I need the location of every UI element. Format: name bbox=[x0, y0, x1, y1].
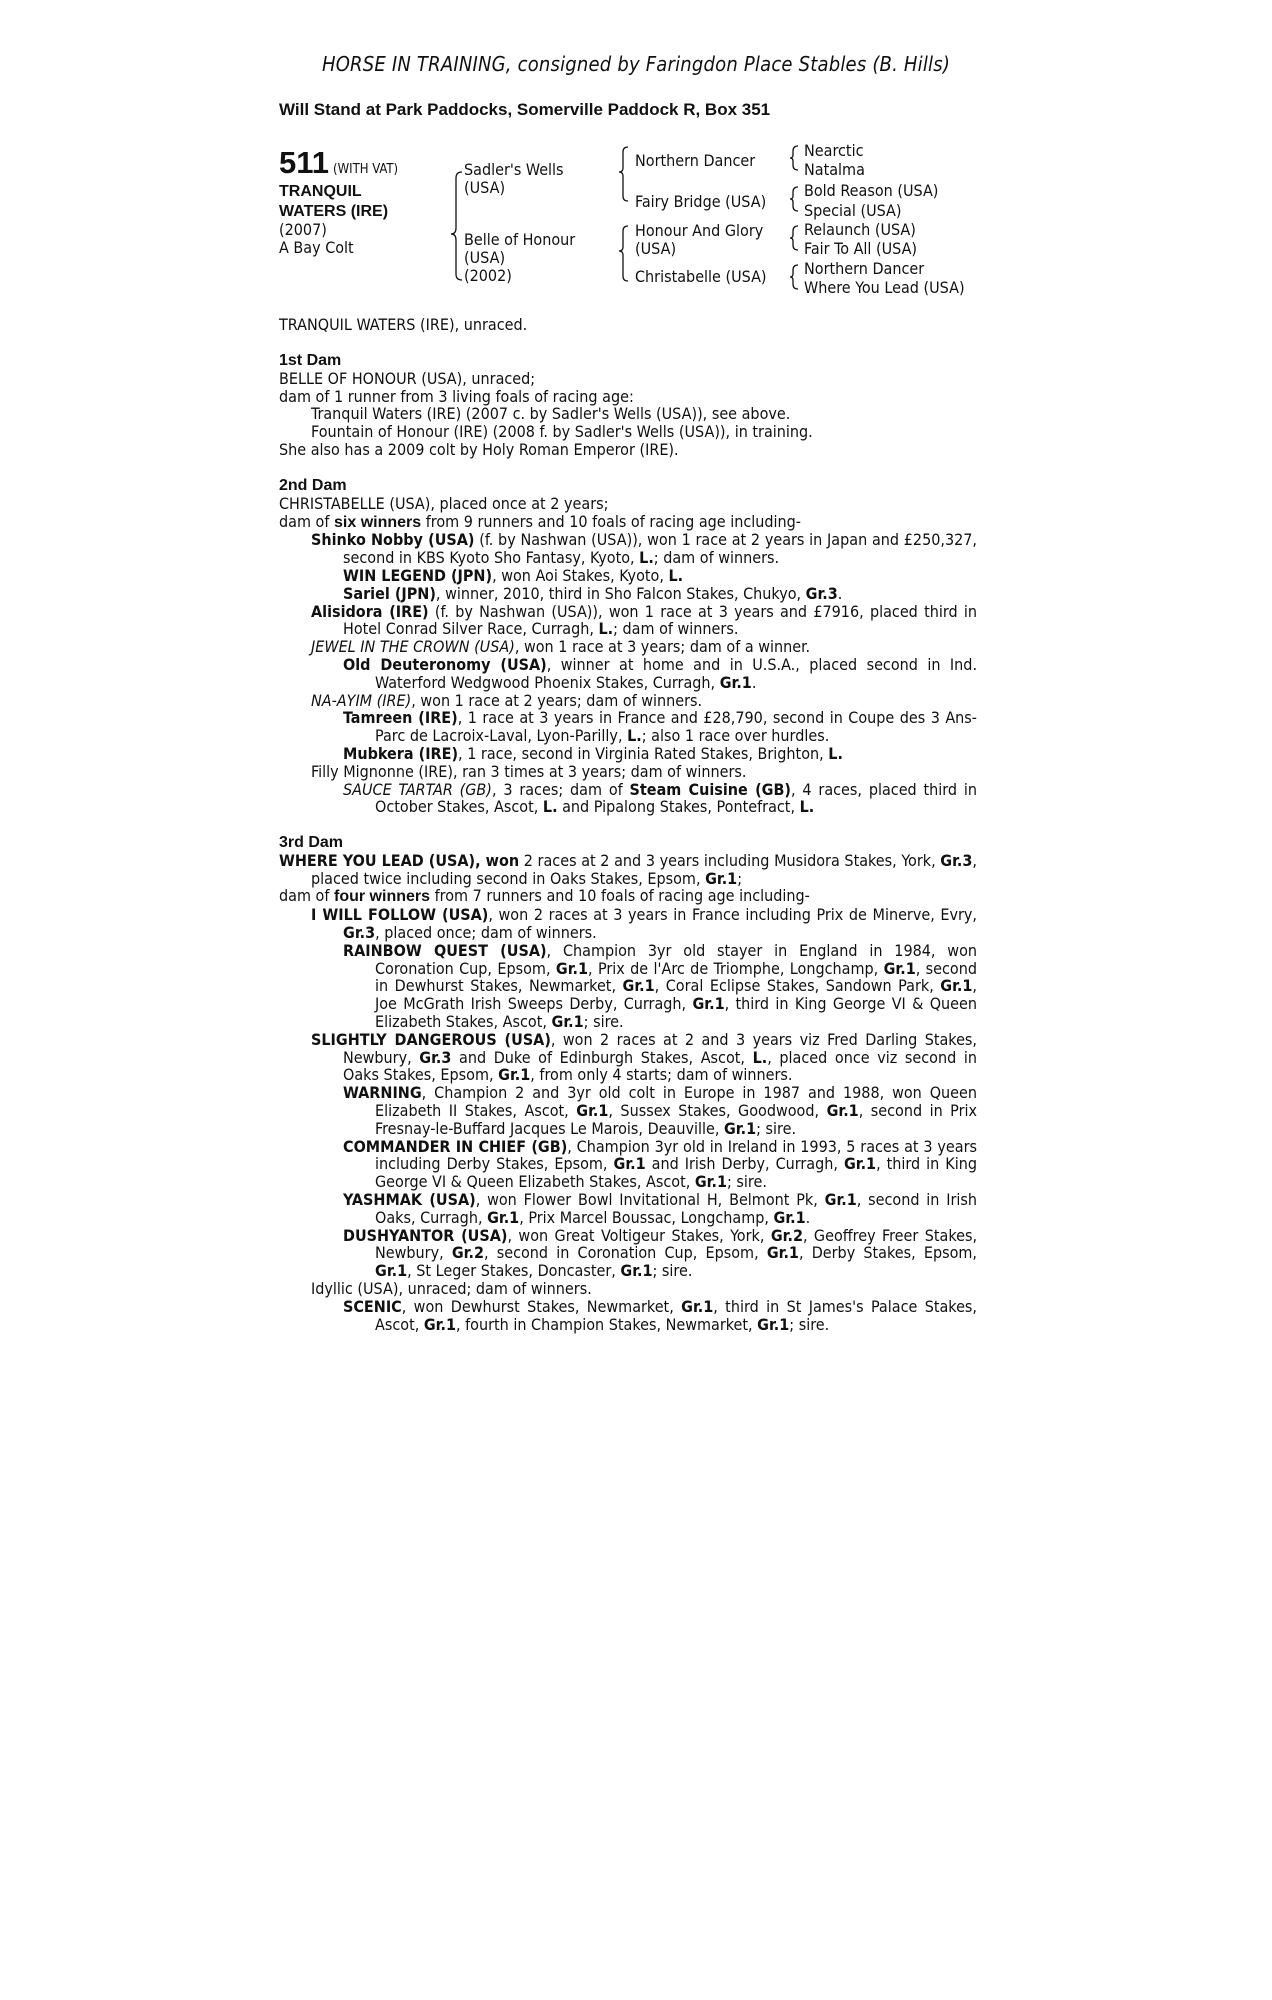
grade-mark: Gr.1 bbox=[843, 1154, 877, 1174]
text: , St Leger Stakes, Doncaster, bbox=[407, 1261, 621, 1281]
pedigree-g6: Fair To All (USA) bbox=[804, 239, 918, 258]
text: , Champion 3yr old in Ireland in 1993, 5 races at 3 years including Derby Stakes, Epsom, bbox=[375, 1136, 977, 1174]
entry-tamreen bbox=[279, 709, 977, 745]
page-header: HORSE IN TRAINING, consigned by Faringdon Place Stables (B. Hills) bbox=[321, 52, 951, 76]
text: , won 2 races at 2 and 3 years viz Fred Darling Stakes, Newbury, bbox=[343, 1029, 977, 1067]
second-dam-section bbox=[279, 477, 977, 816]
entry-filly-mignonne: Filly Mignonne (IRE), ran 3 times at 3 years; dam of winners. bbox=[311, 761, 747, 781]
text: , 1 race, second in Virginia Rated Stakes, Brighton, bbox=[458, 743, 829, 763]
pedigree-sire-dam: Fairy Bridge (USA) bbox=[635, 192, 767, 211]
horse-name: Old Deuteronomy (USA) bbox=[343, 654, 547, 674]
stand-location: Will Stand at Park Paddocks, Somerville Paddock R, Box 351 bbox=[279, 100, 771, 119]
pedigree-dam bbox=[464, 231, 575, 285]
first-dam-line1: BELLE OF HONOUR (USA), unraced; bbox=[279, 368, 536, 388]
grade-mark: Gr.2 bbox=[451, 1243, 484, 1263]
horse-name: SCENIC bbox=[343, 1296, 402, 1316]
text: , won Flower Bowl Invitational H, Belmont Pk, bbox=[475, 1189, 825, 1209]
horse-name: WIN LEGEND (JPN) bbox=[343, 565, 493, 585]
horse-name: NA-AYIM (IRE) bbox=[311, 690, 412, 710]
entry-mubkera bbox=[279, 745, 977, 763]
horse-name: Steam Cuisine (GB) bbox=[629, 779, 792, 799]
pedigree-sire-sire: Northern Dancer bbox=[635, 151, 756, 170]
entry-alisidora bbox=[279, 603, 977, 639]
grade-mark: Gr.1 bbox=[555, 958, 589, 978]
horse-name: SLIGHTLY DANGEROUS (USA) bbox=[311, 1029, 551, 1049]
text: (f. by Nashwan (USA)), won 1 race at 2 years in Japan and £250,327, second in KBS Kyoto Sho Fantasy, Kyoto, bbox=[343, 530, 978, 568]
first-dam-line3: Tranquil Waters (IRE) (2007 c. by Sadler's Wells (USA)), see above. bbox=[311, 404, 791, 424]
sire-line1: Sadler's Wells bbox=[464, 160, 564, 179]
first-dam-heading: 1st Dam bbox=[279, 352, 342, 369]
entry-na-ayim bbox=[279, 692, 977, 710]
entry-win-legend bbox=[279, 567, 977, 585]
text: , Prix de l'Arc de Triomphe, Longchamp, bbox=[588, 958, 884, 978]
grade-mark: Gr.1 bbox=[940, 976, 973, 996]
horse-name: WHERE YOU LEAD (USA), won bbox=[279, 850, 520, 870]
listed-mark: L. bbox=[752, 1047, 768, 1067]
text: , won 1 race at 2 years; dam of winners. bbox=[411, 690, 703, 710]
grade-mark: Gr.1 bbox=[576, 1100, 609, 1120]
brace-g2 bbox=[790, 187, 798, 211]
second-dam-heading: 2nd Dam bbox=[279, 477, 347, 494]
grade-mark: Gr.1 bbox=[705, 868, 738, 888]
horse-name: WARNING bbox=[343, 1083, 422, 1103]
second-dam-line2 bbox=[279, 513, 977, 532]
horse-name: SAUCE TARTAR (GB) bbox=[343, 779, 492, 799]
text: ; sire. bbox=[789, 1314, 830, 1334]
listed-mark: L. bbox=[828, 743, 843, 763]
second-dam-line1: CHRISTABELLE (USA), placed once at 2 years; bbox=[279, 493, 609, 513]
brace-main bbox=[451, 172, 462, 280]
text: ; bbox=[737, 868, 743, 888]
grade-mark: Gr.1 bbox=[694, 1172, 727, 1192]
grade-mark: Gr.1 bbox=[423, 1314, 456, 1334]
text: and Duke of Edinburgh Stakes, Ascot, bbox=[451, 1047, 753, 1067]
text: and Irish Derby, Curragh, bbox=[645, 1154, 844, 1174]
text: , second in Prix Fresnay-le-Buffard Jacques Le Marois, Deauville, bbox=[375, 1100, 978, 1138]
sire-line2: (USA) bbox=[464, 178, 506, 197]
pedigree-g1: Nearctic bbox=[804, 141, 864, 160]
entry-shinko-nobby bbox=[279, 531, 977, 567]
text: , won Aoi Stakes, Kyoto, bbox=[492, 565, 669, 585]
text: from 9 runners and 10 foals of racing age including- bbox=[421, 511, 801, 531]
grade-mark: Gr.1 bbox=[719, 672, 752, 692]
horse-name: Sariel (JPN) bbox=[343, 583, 436, 603]
horse-name: Tamreen (IRE) bbox=[343, 708, 458, 728]
brace-g4 bbox=[790, 265, 798, 289]
text: , Joe McGrath Irish Sweeps Derby, Curragh, bbox=[375, 976, 977, 1014]
brace-sire bbox=[619, 147, 628, 201]
entry-yashmak bbox=[279, 1191, 977, 1227]
text: 2 races at 2 and 3 years including Musidora Stakes, York, bbox=[519, 850, 941, 870]
horse-name: RAINBOW QUEST (USA) bbox=[343, 940, 547, 960]
entry-commander-in-chief bbox=[279, 1138, 977, 1191]
pedigree-sire bbox=[464, 161, 564, 197]
grade-mark: Gr.1 bbox=[487, 1207, 520, 1227]
listed-mark: L. bbox=[598, 619, 614, 639]
listed-mark: L. bbox=[799, 797, 815, 817]
text: , Coral Eclipse Stakes, Sandown Park, bbox=[654, 976, 941, 996]
grade-mark: Gr.1 bbox=[883, 958, 916, 978]
vat-label: (WITH VAT) bbox=[333, 162, 399, 177]
text: , Champion 3yr old stayer in England in 1984, won Coronation Cup, Epsom, bbox=[375, 940, 978, 978]
entry-idyllic: Idyllic (USA), unraced; dam of winners. bbox=[311, 1278, 592, 1298]
text: , fourth in Champion Stakes, Newmarket, bbox=[455, 1314, 758, 1334]
horse-name-line2: WATERS (IRE) bbox=[279, 203, 389, 220]
grade-mark: Gr.3 bbox=[940, 850, 973, 870]
dam-line2: (USA) bbox=[464, 248, 506, 267]
listed-mark: L. bbox=[639, 548, 654, 568]
text: , Derby Stakes, Epsom, bbox=[798, 1243, 977, 1263]
listed-mark: L. bbox=[627, 726, 642, 746]
text: , second in Irish Oaks, Curragh, bbox=[375, 1189, 978, 1227]
text: dam of bbox=[279, 886, 334, 906]
entry-i-will-follow bbox=[279, 906, 977, 942]
pedigree-dam-dam: Christabelle (USA) bbox=[635, 267, 767, 286]
grade-mark: Gr.1 bbox=[773, 1207, 806, 1227]
text: , Champion 2 and 3yr old colt in Europe in 1987 and 1988, won Queen Elizabeth II Stakes, Ascot, bbox=[375, 1083, 977, 1120]
text: ; dam of winners. bbox=[613, 619, 739, 639]
grade-mark: Gr.3 bbox=[419, 1047, 452, 1067]
text: . bbox=[805, 1207, 811, 1227]
text: , winner at home and in U.S.A., placed second in Ind. Waterford Wedgwood Phoenix Stakes, Curragh, bbox=[375, 654, 978, 692]
text: , third in King George VI & Queen Elizabeth Stakes, Ascot, bbox=[375, 1154, 978, 1192]
text: , placed once viz second in Oaks Stakes, Epsom, bbox=[343, 1047, 977, 1085]
grade-mark: Gr.1 bbox=[826, 1100, 859, 1120]
pedigree-g3: Bold Reason (USA) bbox=[804, 181, 939, 200]
dam-sire-line2: (USA) bbox=[635, 239, 677, 258]
horse-name: Alisidora (IRE) bbox=[311, 601, 429, 621]
horse-name: I WILL FOLLOW (USA) bbox=[311, 905, 489, 925]
text: from 7 runners and 10 foals of racing age including- bbox=[430, 886, 810, 906]
entry-warning bbox=[279, 1084, 977, 1137]
grade-mark: Gr.1 bbox=[498, 1065, 531, 1085]
text: , 3 races; dam of bbox=[491, 779, 630, 799]
grade-mark: Gr.1 bbox=[622, 976, 655, 996]
text: , won 1 race at 3 years; dam of a winner. bbox=[514, 637, 811, 657]
text: , placed once; dam of winners. bbox=[375, 922, 597, 942]
grade-mark: Gr.2 bbox=[770, 1225, 803, 1245]
entry-sariel: Sariel (JPN), winner, 2010, third in Sho Falcon Stakes, Chukyo, Gr.3. bbox=[343, 583, 843, 603]
lot-number: 511 bbox=[279, 145, 330, 180]
entry-jewel-in-the-crown bbox=[279, 638, 977, 656]
text: , 4 races, placed third in October Stakes, Ascot, bbox=[375, 779, 978, 817]
grade-mark: Gr.1 bbox=[620, 1261, 653, 1281]
horse-year: (2007) bbox=[279, 220, 327, 239]
text: and Pipalong Stakes, Pontefract, bbox=[557, 797, 800, 817]
listed-mark: L. bbox=[542, 797, 558, 817]
text: (f. by Nashwan (USA)), won 1 race at 3 years and £7916, placed third in Hotel Conrad Silver Race, Curragh, bbox=[343, 601, 977, 639]
text: , from only 4 starts; dam of winners. bbox=[530, 1065, 793, 1085]
text: , 1 race at 3 years in France and £28,790, second in Coupe des 3 Ans-Parc de Lacroix-Laval, Lyon-Parilly, bbox=[375, 708, 977, 746]
third-dam-line2 bbox=[279, 887, 977, 906]
horse-description: A Bay Colt bbox=[279, 238, 354, 257]
brace-g1 bbox=[790, 146, 798, 170]
entry-dushyantor bbox=[279, 1227, 977, 1280]
text: ; sire. bbox=[726, 1172, 767, 1192]
horse-name: DUSHYANTOR (USA) bbox=[343, 1225, 508, 1245]
intro-line: TRANQUIL WATERS (IRE), unraced. bbox=[279, 315, 528, 334]
text: , winner, 2010, third in Sho Falcon Stakes, Chukyo, bbox=[435, 583, 806, 603]
first-dam-line4: Fountain of Honour (IRE) (2008 f. by Sadler's Wells (USA)), in training. bbox=[311, 422, 813, 442]
winners-count: four winners bbox=[334, 888, 431, 906]
pedigree-g7: Northern Dancer bbox=[804, 259, 925, 278]
entry-slightly-dangerous bbox=[279, 1031, 977, 1084]
text: , Geoffrey Freer Stakes, Newbury, bbox=[375, 1225, 978, 1263]
pedigree-g2: Natalma bbox=[804, 160, 865, 179]
text: , Sussex Stakes, Goodwood, bbox=[608, 1100, 827, 1120]
horse-name: COMMANDER IN CHIEF (GB) bbox=[343, 1136, 568, 1156]
grade-mark: Gr.1 bbox=[692, 994, 725, 1014]
grade-mark: Gr.1 bbox=[613, 1154, 646, 1174]
entry-sauce-tartar bbox=[279, 781, 977, 817]
grade-mark: Gr.1 bbox=[723, 1118, 757, 1138]
first-dam-line2: dam of 1 runner from 3 living foals of racing age: bbox=[279, 386, 634, 406]
text: , third in St James's Palace Stakes, Ascot, bbox=[375, 1296, 977, 1334]
pedigree-g4: Special (USA) bbox=[804, 201, 902, 220]
horse-name: Shinko Nobby (USA) bbox=[311, 530, 475, 550]
horse-name: JEWEL IN THE CROWN (USA) bbox=[311, 637, 515, 657]
pedigree-g8: Where You Lead (USA) bbox=[804, 278, 965, 297]
grade-mark: Gr.1 bbox=[766, 1243, 799, 1263]
grade-mark: Gr.1 bbox=[681, 1296, 714, 1316]
text: ; sire. bbox=[583, 1011, 624, 1031]
text: ; dam of winners. bbox=[653, 548, 780, 568]
dam-sire-line1: Honour And Glory bbox=[635, 221, 764, 240]
horse-name-line1: TRANQUIL bbox=[279, 183, 362, 200]
brace-dam bbox=[619, 226, 628, 281]
text: ; also 1 race over hurdles. bbox=[641, 726, 830, 746]
first-dam-section bbox=[279, 352, 977, 459]
entry-old-deuteronomy: Old Deuteronomy (USA), winner at home and in U.S.A., placed second in Ind. Waterford Wedgwood Phoenix Stakes, Curragh, Gr.1. bbox=[343, 654, 978, 692]
pedigree-g5: Relaunch (USA) bbox=[804, 220, 916, 239]
listed-mark: L. bbox=[668, 565, 684, 585]
text: , won 2 races at 3 years in France including Prix de Minerve, Evry, bbox=[488, 905, 977, 925]
grade-mark: Gr.3 bbox=[343, 922, 376, 942]
text: , Prix Marcel Boussac, Longchamp, bbox=[519, 1207, 774, 1227]
first-dam-line5: She also has a 2009 colt by Holy Roman Emperor (IRE). bbox=[279, 439, 679, 459]
grade-mark: Gr.1 bbox=[551, 1011, 584, 1031]
text: , won Great Voltigeur Stakes, York, bbox=[507, 1225, 771, 1245]
text: dam of bbox=[279, 511, 334, 531]
text: , second in Coronation Cup, Epsom, bbox=[483, 1243, 767, 1263]
third-dam-section bbox=[279, 834, 977, 1333]
entry-rainbow-quest bbox=[279, 942, 977, 1031]
text: , placed twice including second in Oaks Stakes, Epsom, bbox=[311, 850, 977, 888]
horse-name: YASHMAK (USA) bbox=[343, 1189, 476, 1209]
entry-where-you-lead bbox=[279, 852, 977, 888]
text: ; sire. bbox=[756, 1118, 797, 1138]
brace-g3 bbox=[790, 226, 798, 250]
winners-count: six winners bbox=[334, 513, 422, 531]
entry-scenic bbox=[279, 1298, 977, 1334]
text: ; sire. bbox=[652, 1261, 693, 1281]
dam-line3: (2002) bbox=[464, 266, 512, 285]
text: , second in Dewhurst Stakes, Newmarket, bbox=[375, 958, 978, 996]
third-dam-heading: 3rd Dam bbox=[279, 834, 344, 851]
grade-mark: Gr.3 bbox=[805, 583, 838, 603]
dam-line1: Belle of Honour bbox=[464, 230, 576, 249]
pedigree-dam-sire bbox=[635, 222, 763, 258]
grade-mark: Gr.1 bbox=[757, 1314, 790, 1334]
grade-mark: Gr.1 bbox=[375, 1261, 408, 1281]
grade-mark: Gr.1 bbox=[824, 1189, 857, 1209]
text: , won Dewhurst Stakes, Newmarket, bbox=[401, 1296, 682, 1316]
horse-name: Mubkera (IRE) bbox=[343, 743, 459, 763]
text: , third in King George VI & Queen Elizabeth Stakes, Ascot, bbox=[375, 994, 978, 1031]
